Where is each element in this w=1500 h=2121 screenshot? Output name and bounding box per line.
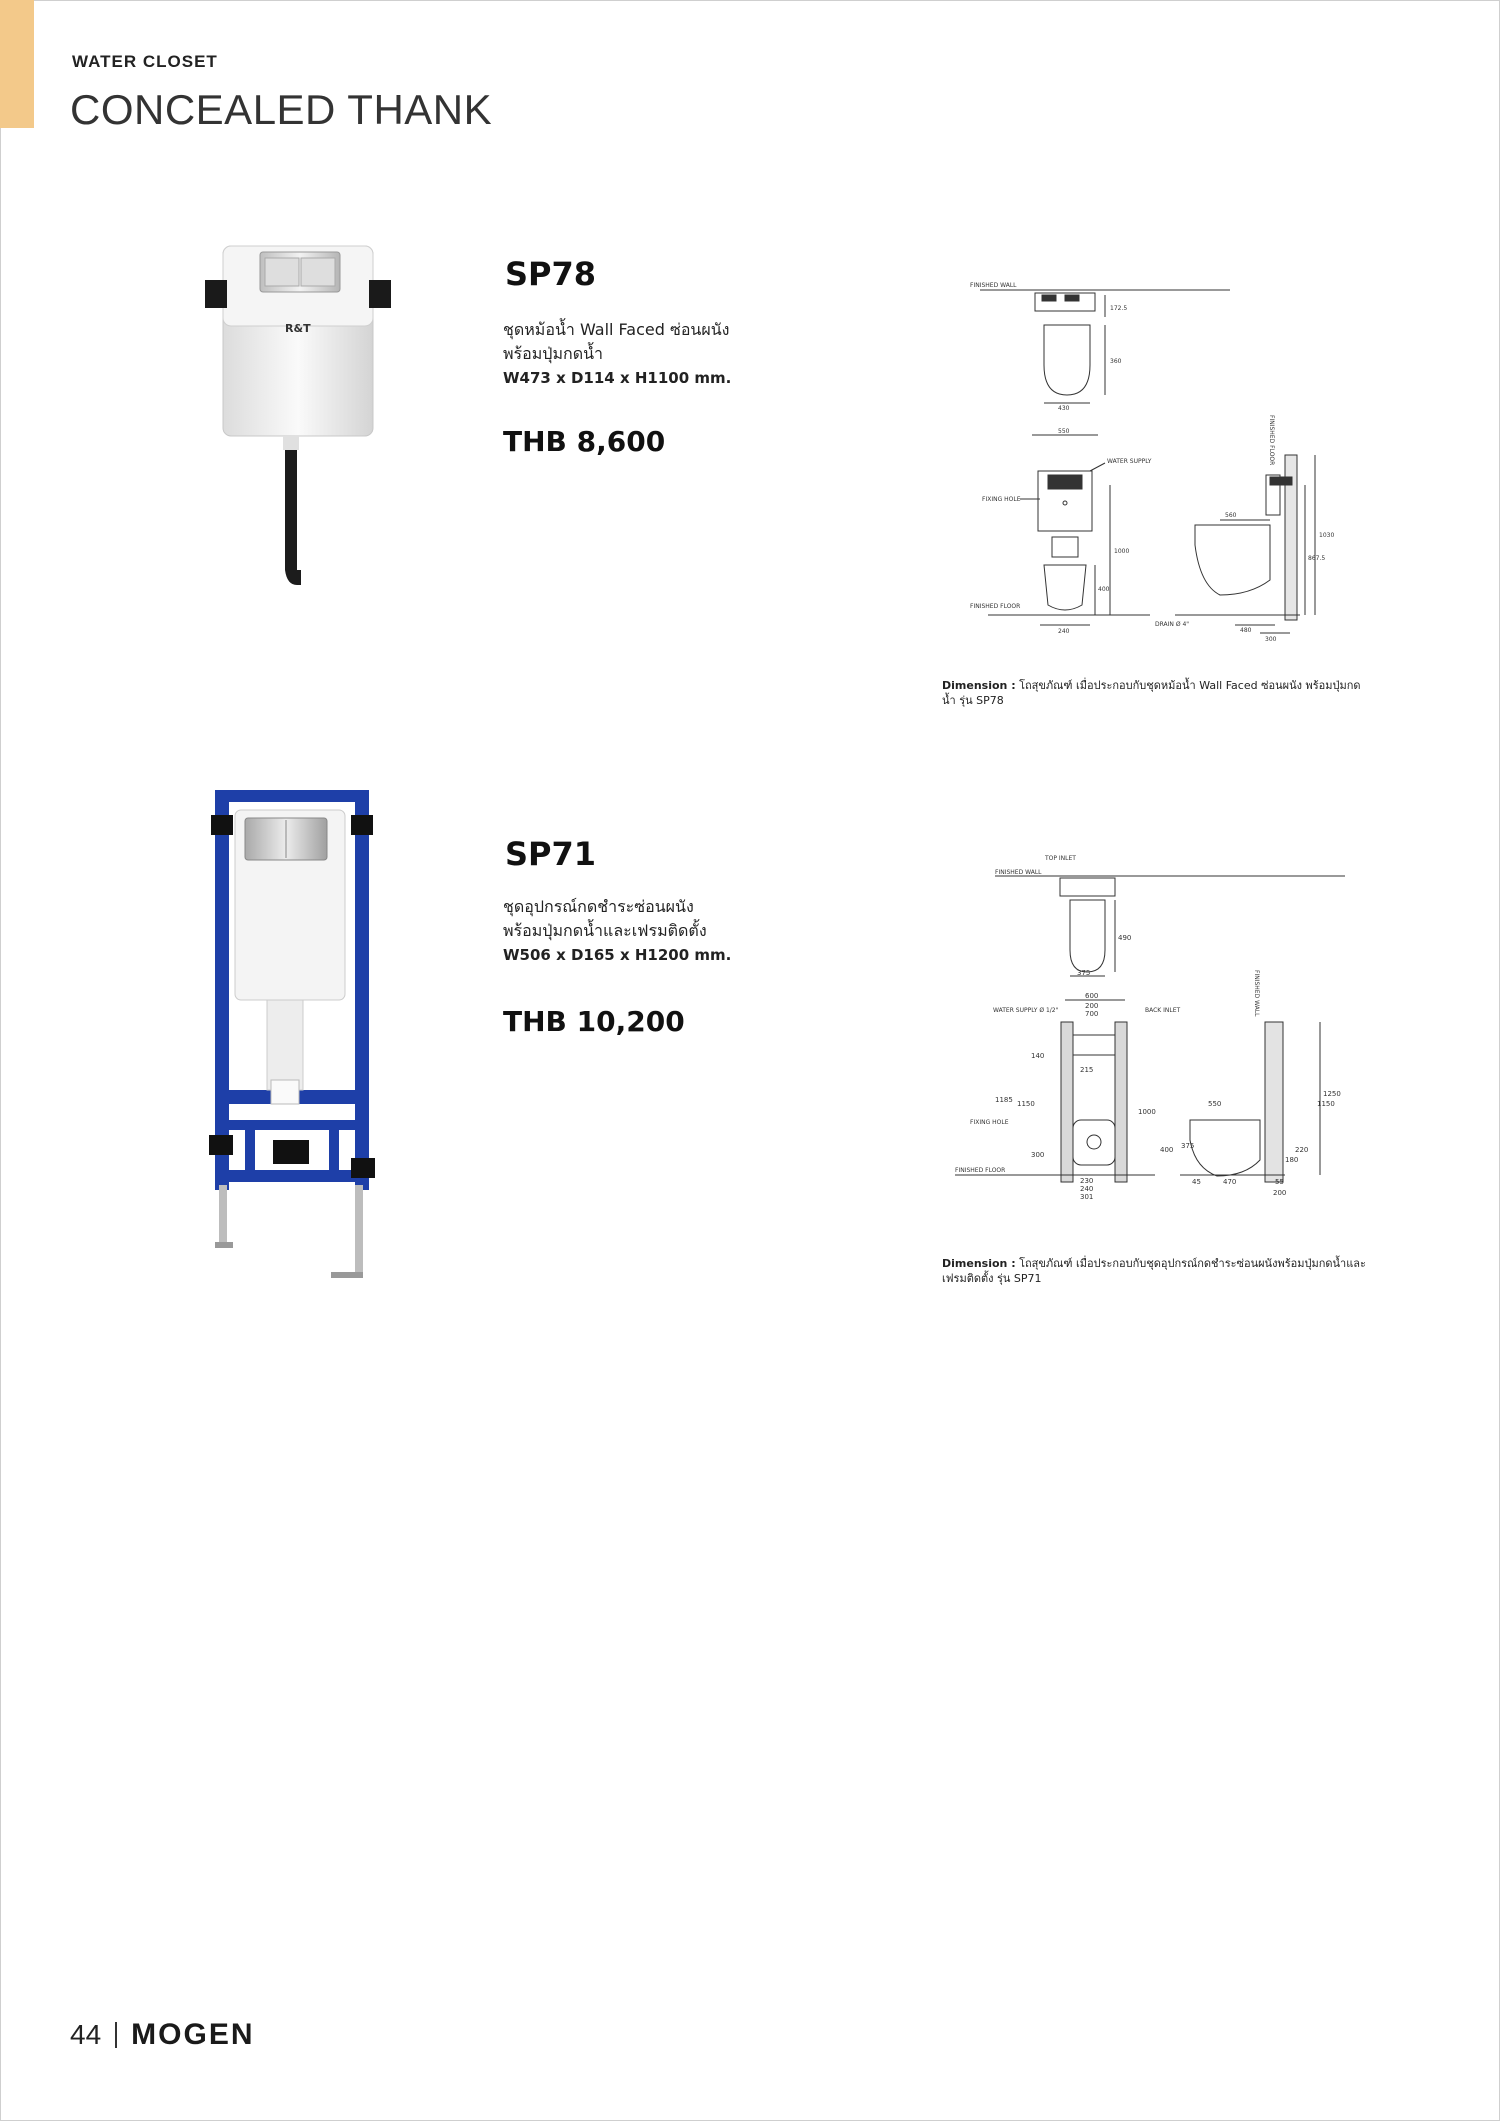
svg-text:600: 600: [1085, 992, 1099, 1000]
sp78-desc-line1: ชุดหม้อน้ำ Wall Faced ซ่อนผนัง: [503, 320, 730, 339]
sp78-model: SP78: [505, 255, 597, 293]
sp78-caption-label: Dimension :: [942, 679, 1016, 692]
svg-text:55: 55: [1275, 1178, 1284, 1186]
svg-text:550: 550: [1058, 428, 1070, 435]
sp71-label-water-supply: WATER SUPPLY Ø 1/2": [993, 1007, 1059, 1014]
sp71-desc-line1: ชุดอุปกรณ์กดชำระซ่อนผนัง: [503, 897, 694, 916]
svg-text:1185: 1185: [995, 1096, 1013, 1104]
sp78-caption-text: โถสุขภัณฑ์ เมื่อประกอบกับชุดหม้อน้ำ Wall Faced ซ่อนผนัง พร้อมปุ่มกดน้ำ รุ่น SP78: [942, 679, 1361, 707]
svg-text:301: 301: [1080, 1193, 1094, 1201]
svg-text:375: 375: [1181, 1142, 1195, 1150]
sp71-label-back-inlet: BACK INLET: [1145, 1007, 1181, 1014]
accent-tab: [0, 0, 34, 128]
svg-text:240: 240: [1080, 1185, 1094, 1193]
sp71-model: SP71: [505, 835, 597, 873]
svg-text:180: 180: [1285, 1156, 1299, 1164]
sp78-image-brand: R&T: [285, 322, 311, 335]
svg-text:1030: 1030: [1319, 532, 1335, 539]
sp78-technical-drawing: [970, 275, 1360, 645]
sp78-desc-line2: พร้อมปุ่มกดน้ำ: [503, 344, 603, 363]
brand-logo: MOGEN: [131, 2018, 255, 2051]
sp78-label-fixing-hole: FIXING HOLE: [982, 496, 1021, 503]
svg-text:300: 300: [1031, 1151, 1045, 1159]
sp71-desc-line2: พร้อมปุ่มกดน้ำและเฟรมติดตั้ง: [503, 921, 707, 940]
svg-text:230: 230: [1080, 1177, 1094, 1185]
svg-text:1150: 1150: [1317, 1100, 1335, 1108]
svg-text:490: 490: [1118, 934, 1132, 942]
sp71-caption-text: โถสุขภัณฑ์ เมื่อประกอบกับชุดอุปกรณ์กดชำระซ่อนผนังพร้อมปุ่มกดน้ำและเฟรมติดตั้ง รุ่น SP71: [942, 1257, 1366, 1285]
section-label: WATER CLOSET: [72, 52, 218, 71]
page-title: CONCEALED THANK: [70, 86, 493, 133]
svg-text:172.5: 172.5: [1110, 305, 1128, 312]
sp71-dimensions: W506 x D165 x H1200 mm.: [503, 946, 732, 964]
svg-text:400: 400: [1160, 1146, 1174, 1154]
svg-text:430: 430: [1058, 405, 1070, 412]
sp78-product-image: [205, 240, 395, 590]
sp71-description: [503, 895, 731, 967]
sp78-label-water-supply: WATER SUPPLY: [1107, 458, 1152, 465]
svg-text:400: 400: [1098, 586, 1110, 593]
sp78-dimensions: W473 x D114 x H1100 mm.: [503, 369, 732, 387]
sp78-label-finished-wall: FINISHED WALL: [970, 282, 1017, 289]
svg-text:867.5: 867.5: [1308, 555, 1326, 562]
svg-text:560: 560: [1225, 512, 1237, 519]
page-number: 44: [70, 2019, 102, 2050]
svg-text:360: 360: [1110, 358, 1122, 365]
svg-text:375: 375: [1077, 969, 1091, 977]
svg-text:1000: 1000: [1114, 548, 1130, 555]
sp71-dimension-caption: [942, 1256, 1372, 1286]
page-footer: [70, 2018, 255, 2052]
sp78-label-finished-floor-vertical: FINISHED FLOOR: [1268, 415, 1275, 466]
svg-text:1000: 1000: [1138, 1108, 1156, 1116]
svg-text:240: 240: [1058, 628, 1070, 635]
svg-text:1150: 1150: [1017, 1100, 1035, 1108]
sp71-label-finished-floor: FINISHED FLOOR: [955, 1167, 1006, 1174]
sp78-dimension-caption: [942, 678, 1372, 708]
sp71-label-finished-wall: FINISHED WALL: [995, 869, 1042, 876]
sp71-caption-label: Dimension :: [942, 1257, 1016, 1270]
svg-text:480: 480: [1240, 627, 1252, 634]
sp71-price: THB 10,200: [503, 1005, 685, 1038]
svg-text:550: 550: [1208, 1100, 1222, 1108]
sp71-label-top-inlet: TOP INLET: [1045, 855, 1076, 862]
footer-divider: [115, 2022, 117, 2048]
sp71-label-fixing-hole: FIXING HOLE: [970, 1119, 1009, 1126]
svg-text:140: 140: [1031, 1052, 1045, 1060]
svg-text:470: 470: [1223, 1178, 1237, 1186]
sp71-product-image: [205, 790, 395, 1290]
sp78-price: THB 8,600: [503, 425, 666, 458]
svg-text:200: 200: [1085, 1002, 1099, 1010]
svg-text:215: 215: [1080, 1066, 1094, 1074]
sp71-technical-drawing: [955, 850, 1355, 1210]
sp78-description: [503, 318, 731, 390]
svg-text:45: 45: [1192, 1178, 1201, 1186]
svg-text:200: 200: [1273, 1189, 1287, 1197]
svg-text:300: 300: [1265, 636, 1277, 643]
sp71-label-finished-wall-vertical: FINISHED WALL: [1253, 970, 1260, 1017]
svg-text:700: 700: [1085, 1010, 1099, 1018]
sp78-label-drain: DRAIN Ø 4": [1155, 621, 1190, 628]
svg-text:1250: 1250: [1323, 1090, 1341, 1098]
sp78-label-finished-floor: FINISHED FLOOR: [970, 603, 1021, 610]
svg-text:220: 220: [1295, 1146, 1309, 1154]
